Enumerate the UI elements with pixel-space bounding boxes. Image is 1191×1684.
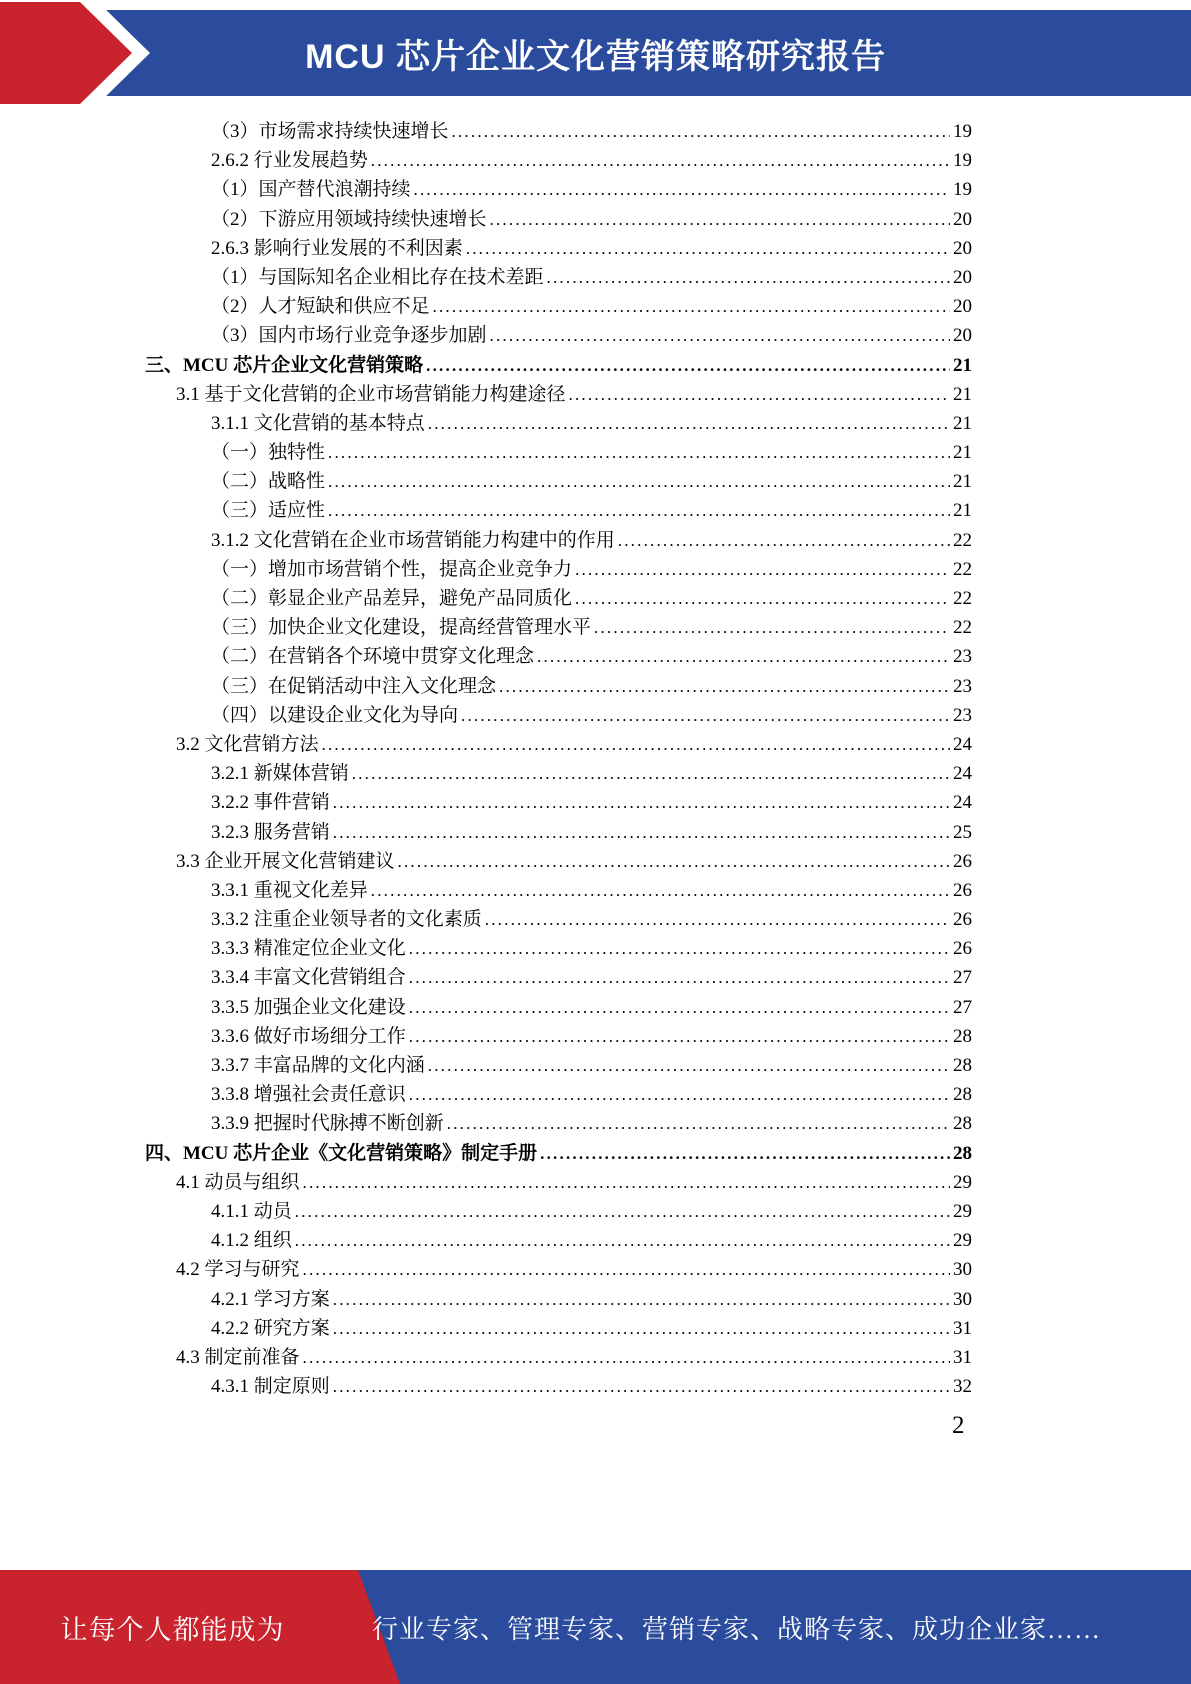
toc-entry-page: 27 — [953, 996, 972, 1018]
toc-entry — [145, 117, 972, 146]
footer-slogan-right: 行业专家、管理专家、营销专家、战略专家、成功企业家…… — [372, 1614, 1102, 1644]
toc-leader-dots — [328, 467, 950, 496]
toc-entry-page: 28 — [953, 1025, 972, 1047]
toc-entry-label: （3）国内市场行业竞争逐步加剧 — [211, 325, 487, 347]
toc-leader-dots — [352, 759, 950, 788]
toc-entry — [145, 613, 972, 642]
toc-entry-label: 4.2.1 学习方案 — [211, 1288, 330, 1310]
toc-entry — [145, 1139, 972, 1168]
toc-entry-page: 24 — [953, 763, 972, 785]
toc-entry — [145, 1343, 972, 1372]
toc-entry-page: 30 — [953, 1288, 972, 1310]
toc-entry — [145, 496, 972, 525]
toc-entry-label: 3.3.1 重视文化差异 — [211, 879, 368, 901]
toc-entry — [145, 526, 972, 555]
toc-entry — [145, 759, 972, 788]
footer — [0, 1570, 1191, 1684]
toc-entry-label: 4.1 动员与组织 — [176, 1171, 300, 1193]
toc-entry — [145, 1285, 972, 1314]
toc-leader-dots — [414, 175, 950, 204]
toc-entry — [145, 467, 972, 496]
toc-entry-page: 21 — [953, 383, 972, 405]
toc-entry — [145, 175, 972, 204]
toc-leader-dots — [466, 234, 950, 263]
toc-entry-label: （3）市场需求持续快速增长 — [211, 121, 449, 142]
toc-entry-page: 19 — [953, 179, 972, 201]
toc-entry — [145, 1080, 972, 1109]
toc-entry-page: 20 — [953, 266, 972, 288]
toc-leader-dots — [499, 672, 950, 701]
toc-entry-page: 29 — [953, 1200, 972, 1222]
toc-leader-dots — [328, 438, 950, 467]
toc-entry-page: 29 — [953, 1230, 972, 1252]
toc-leader-dots — [333, 1314, 950, 1343]
toc-entry-label: 3.1.2 文化营销在企业市场营销能力构建中的作用 — [211, 529, 615, 551]
toc — [145, 117, 972, 1401]
toc-entry-page: 22 — [953, 558, 972, 580]
toc-leader-dots — [461, 701, 950, 730]
toc-entry — [145, 642, 972, 671]
toc-entry-label: 4.2.2 研究方案 — [211, 1317, 330, 1339]
toc-leader-dots — [447, 1109, 950, 1138]
toc-entry-page: 32 — [953, 1376, 972, 1398]
toc-entry-label: （三）加快企业文化建设，提高经营管理水平 — [211, 617, 592, 639]
toc-entry — [145, 701, 972, 730]
toc-entry — [145, 146, 972, 175]
toc-leader-dots — [618, 526, 950, 555]
toc-entry-label: （一）增加市场营销个性，提高企业竞争力 — [211, 558, 573, 580]
toc-leader-dots — [398, 847, 950, 876]
toc-entry — [145, 1109, 972, 1138]
toc-entry-page: 28 — [953, 1113, 972, 1135]
toc-entry-page: 23 — [953, 646, 972, 668]
toc-entry-page: 24 — [953, 733, 972, 755]
toc-leader-dots — [569, 380, 950, 409]
toc-entry-label: （三）适应性 — [211, 500, 326, 522]
toc-entry-label: 3.3.6 做好市场细分工作 — [211, 1025, 406, 1047]
toc-entry — [145, 672, 972, 701]
footer-slogan-left: 让每个人都能成为 — [60, 1614, 285, 1645]
toc-entry-page: 20 — [953, 208, 972, 230]
toc-leader-dots — [485, 905, 950, 934]
toc-entry-label: 3.1 基于文化营销的企业市场营销能力构建途径 — [176, 383, 566, 405]
toc-entry-label: 4.3.1 制定原则 — [211, 1376, 330, 1398]
toc-entry-label: （2）下游应用领域持续快速增长 — [211, 208, 487, 230]
toc-entry-page: 22 — [953, 529, 972, 551]
toc-entry-label: （1）与国际知名企业相比存在技术差距 — [211, 266, 544, 288]
toc-entry-page: 21 — [953, 442, 972, 464]
toc-entry-label: 3.3 企业开展文化营销建议 — [176, 850, 395, 872]
toc-leader-dots — [295, 1197, 950, 1226]
toc-entry-page: 29 — [953, 1171, 972, 1193]
toc-leader-dots — [409, 934, 950, 963]
toc-entry-label: 三、MCU 芯片企业文化营销策略 — [145, 354, 424, 376]
page-number: 2 — [952, 1412, 965, 1439]
toc-leader-dots — [333, 1285, 950, 1314]
toc-entry-label: 四、MCU 芯片企业《文化营销策略》制定手册 — [145, 1142, 538, 1164]
toc-entry-page: 26 — [953, 850, 972, 872]
toc-entry-page: 22 — [953, 617, 972, 639]
toc-entry-page: 21 — [953, 500, 972, 522]
toc-entry-page: 23 — [953, 675, 972, 697]
toc-entry-label: 3.1.1 文化营销的基本特点 — [211, 412, 425, 434]
toc-entry — [145, 1197, 972, 1226]
toc-leader-dots — [537, 642, 950, 671]
toc-entry — [145, 1255, 972, 1284]
toc-entry-label: 3.2.1 新媒体营销 — [211, 763, 349, 785]
toc-entry-label: 4.1.1 动员 — [211, 1200, 292, 1222]
toc-entry-label: 2.6.2 行业发展趋势 — [211, 150, 368, 172]
toc-entry-page: 28 — [953, 1084, 972, 1106]
toc-entry — [145, 263, 972, 292]
toc-entry-label: （二）在营销各个环境中贯穿文化理念 — [211, 646, 535, 668]
toc-entry-page: 21 — [953, 412, 972, 434]
toc-entry — [145, 876, 972, 905]
toc-leader-dots — [303, 1255, 950, 1284]
toc-entry — [145, 1022, 972, 1051]
toc-leader-dots — [426, 351, 950, 380]
toc-entry-label: 3.2 文化营销方法 — [176, 733, 319, 755]
toc-entry-label: （一）独特性 — [211, 442, 326, 464]
toc-entry-label: （1）国产替代浪潮持续 — [211, 179, 411, 201]
toc-entry-label: （四）以建设企业文化为导向 — [211, 704, 459, 726]
toc-entry-page: 19 — [953, 150, 972, 172]
toc-leader-dots — [371, 146, 950, 175]
toc-entry-label: 3.3.2 注重企业领导者的文化素质 — [211, 909, 482, 931]
toc-entry-page: 31 — [953, 1317, 972, 1339]
toc-leader-dots — [333, 788, 950, 817]
toc-entry — [145, 818, 972, 847]
toc-entry-page: 23 — [953, 704, 972, 726]
toc-entry-page: 30 — [953, 1259, 972, 1281]
toc-entry-label: 3.2.3 服务营销 — [211, 821, 330, 843]
toc-entry-page: 28 — [953, 1142, 972, 1164]
toc-entry — [145, 905, 972, 934]
toc-entry-label: （二）战略性 — [211, 471, 326, 493]
toc-leader-dots — [428, 1051, 950, 1080]
toc-entry-label: 3.3.4 丰富文化营销组合 — [211, 967, 406, 989]
toc-entry-page: 24 — [953, 792, 972, 814]
header-banner — [0, 0, 1191, 106]
toc-leader-dots — [322, 730, 950, 759]
toc-entry-page: 21 — [953, 471, 972, 493]
toc-leader-dots — [295, 1226, 950, 1255]
toc-entry — [145, 788, 972, 817]
toc-entry-label: （二）彰显企业产品差异，避免产品同质化 — [211, 588, 573, 609]
toc-leader-dots — [409, 1080, 950, 1109]
toc-entry — [145, 963, 972, 992]
toc-leader-dots — [409, 963, 950, 992]
toc-entry-page: 26 — [953, 938, 972, 960]
toc-leader-dots — [433, 292, 950, 321]
toc-entry — [145, 934, 972, 963]
toc-leader-dots — [303, 1168, 950, 1197]
toc-entry-page: 20 — [953, 296, 972, 318]
toc-entry-page: 20 — [953, 325, 972, 347]
toc-entry-label: 3.3.5 加强企业文化建设 — [211, 996, 406, 1018]
toc-leader-dots — [540, 1139, 950, 1168]
toc-entry — [145, 730, 972, 759]
toc-entry-page: 25 — [953, 821, 972, 843]
toc-entry-label: 3.3.3 精准定位企业文化 — [211, 938, 406, 960]
toc-entry-label: 4.1.2 组织 — [211, 1230, 292, 1252]
toc-entry-page: 26 — [953, 909, 972, 931]
toc-leader-dots — [409, 1022, 950, 1051]
toc-entry — [145, 847, 972, 876]
toc-entry-page: 21 — [953, 354, 972, 376]
toc-entry-label: 3.3.7 丰富品牌的文化内涵 — [211, 1055, 425, 1076]
toc-entry-label: 4.3 制定前准备 — [176, 1346, 300, 1368]
toc-leader-dots — [333, 1372, 950, 1401]
toc-leader-dots — [547, 263, 950, 292]
toc-entry — [145, 234, 972, 263]
toc-leader-dots — [428, 409, 950, 438]
toc-leader-dots — [575, 584, 950, 613]
toc-leader-dots — [490, 321, 950, 350]
toc-entry-label: （三）在促销活动中注入文化理念 — [211, 675, 497, 697]
toc-leader-dots — [333, 818, 950, 847]
toc-entry — [145, 1226, 972, 1255]
toc-entry — [145, 1314, 972, 1343]
toc-leader-dots — [371, 876, 950, 905]
toc-entry — [145, 409, 972, 438]
toc-entry — [145, 438, 972, 467]
toc-leader-dots — [409, 993, 950, 1022]
toc-entry — [145, 351, 972, 380]
toc-entry — [145, 380, 972, 409]
toc-entry-page: 27 — [953, 967, 972, 989]
toc-leader-dots — [303, 1343, 950, 1372]
toc-leader-dots — [452, 117, 950, 146]
toc-entry-page: 19 — [953, 121, 972, 142]
toc-entry — [145, 205, 972, 234]
toc-entry-label: 3.3.8 增强社会责任意识 — [211, 1084, 406, 1106]
toc-entry-page: 20 — [953, 237, 972, 259]
toc-entry-label: 4.2 学习与研究 — [176, 1259, 300, 1281]
report-title: MCU 芯片企业文化营销策略研究报告 — [305, 37, 886, 76]
toc-entry-page: 28 — [953, 1055, 972, 1076]
toc-leader-dots — [328, 496, 950, 525]
toc-entry-label: 2.6.3 影响行业发展的不利因素 — [211, 237, 463, 259]
toc-leader-dots — [575, 555, 950, 584]
toc-entry — [145, 584, 972, 613]
toc-entry — [145, 1168, 972, 1197]
toc-entry-page: 26 — [953, 879, 972, 901]
toc-entry — [145, 1051, 972, 1080]
toc-leader-dots — [490, 205, 950, 234]
toc-entry — [145, 993, 972, 1022]
toc-entry-label: （2）人才短缺和供应不足 — [211, 296, 430, 318]
toc-leader-dots — [594, 613, 950, 642]
toc-entry-page: 22 — [953, 588, 972, 609]
toc-entry-label: 3.3.9 把握时代脉搏不断创新 — [211, 1113, 444, 1135]
toc-entry-label: 3.2.2 事件营销 — [211, 792, 330, 814]
toc-entry — [145, 321, 972, 350]
toc-entry — [145, 1372, 972, 1401]
toc-entry — [145, 555, 972, 584]
toc-entry — [145, 292, 972, 321]
toc-entry-page: 31 — [953, 1346, 972, 1368]
